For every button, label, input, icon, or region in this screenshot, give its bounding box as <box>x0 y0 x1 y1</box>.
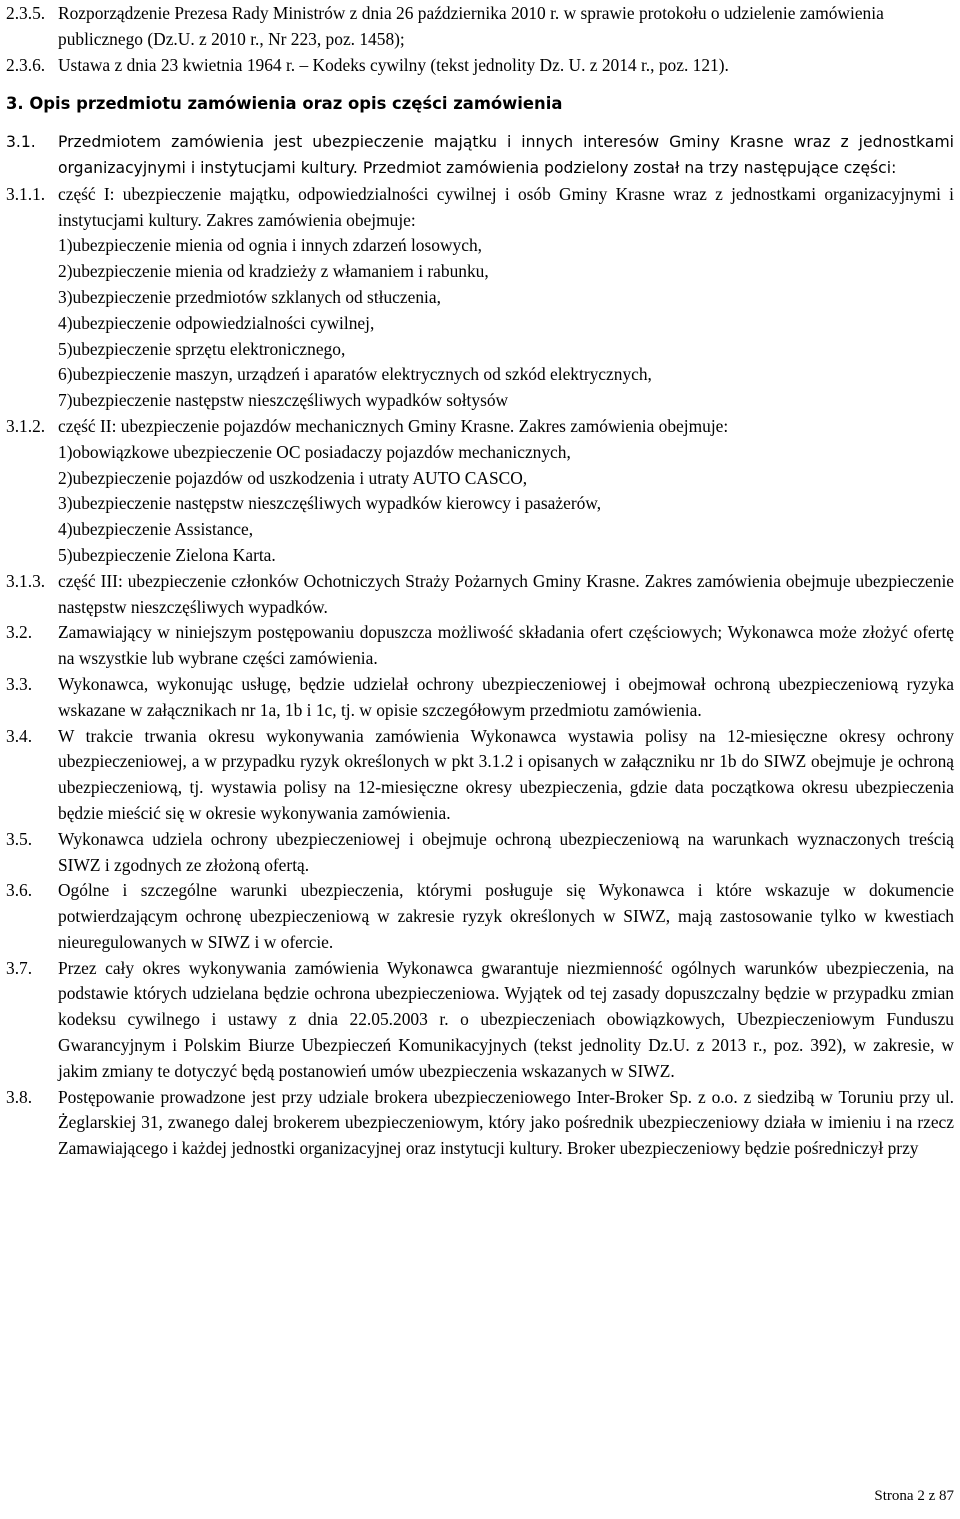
item-text: Rozporządzenie Prezesa Rady Ministrów z dnia 26 października 2010 r. w sprawie protokołu o udzielenie zamówienia publicznego (Dz.U. z 2010 r., Nr 223, poz. 1458); <box>58 3 884 49</box>
item-text: część II: ubezpieczenie pojazdów mechanicznych Gminy Krasne. Zakres zamówienia obejmuje: <box>58 415 729 436</box>
list-item-number: 1) <box>58 235 73 256</box>
list-item <box>58 311 954 337</box>
item-text: Przedmiotem zamówienia jest ubezpieczenie majątku i innych interesów Gminy Krasne wraz z jednostkami organizacyjnymi i instytucjami kultury. Przedmiot zamówienia podzielony został na trzy następujące części: <box>58 133 954 177</box>
item-2-3-6 <box>6 53 954 79</box>
item-3-1-3 <box>6 569 954 621</box>
list-item-number: 4) <box>58 312 73 333</box>
section-heading: 3. Opis przedmiotu zamówienia oraz opis części zamówienia <box>6 94 563 114</box>
item-3-4 <box>6 724 954 827</box>
item-text: Wykonawca, wykonując usługę, będzie udzielał ochrony ubezpieczeniowej i obejmował ochroną ubezpieczeniową ryzyka wskazane w załącznikach nr 1a, 1b i 1c, tj. w opisie szczegółowym przedmiotu zamówienia. <box>58 673 954 720</box>
item-2-3-5 <box>6 1 954 53</box>
list-item <box>58 543 954 569</box>
list-item <box>58 259 954 285</box>
list-item <box>58 285 954 311</box>
item-number: 3.4. <box>6 725 33 746</box>
item-text: W trakcie trwania okresu wykonywania zamówienia Wykonawca wystawia polisy na 12-miesięczne okresy ochrony ubezpieczeniowej, a w przypadku ryzyk określonych w pkt 3.1.2 i opisanych w załączniku nr 1b do SIWZ obejmuje je ochroną ubezpieczeniową, tj. wystawia polisy na 12-miesięczne okresy ubezpieczenia, gdzie data początkowa okresu ubezpieczenia będzie mieścić się w okresie wykonywania zamówienia. <box>58 725 954 823</box>
list-item <box>58 362 954 388</box>
item-number: 2.3.5. <box>6 3 46 23</box>
item-number: 3.7. <box>6 957 33 978</box>
item-3-6 <box>6 878 954 955</box>
list-item-text: ubezpieczenie następstw nieszczęśliwych wypadków kierowcy i pasażerów, <box>72 493 602 514</box>
item-text: część III: ubezpieczenie członków Ochotniczych Straży Pożarnych Gminy Krasne. Zakres zamówienia obejmuje ubezpieczenie następstw nieszczęśliwych wypadków. <box>58 570 954 617</box>
list-3-1-1 <box>6 233 954 414</box>
list-item-text: ubezpieczenie następstw nieszczęśliwych wypadków sołtysów <box>72 390 509 411</box>
list-item-number: 6) <box>58 364 73 385</box>
item-text: Ogólne i szczególne warunki ubezpieczenia, którymi posługuje się Wykonawca i które wskazuje w dokumencie potwierdzającym ochronę ubezpieczeniową w zakresie ryzyk określonych w SIWZ, mają zastosowanie tylko w kwestiach nieuregulowanych w SIWZ i w ofercie. <box>58 880 954 952</box>
item-number: 3.2. <box>6 622 33 643</box>
item-3-3 <box>6 672 954 724</box>
item-3-2 <box>6 620 954 672</box>
list-item-text: ubezpieczenie Assistance, <box>72 519 254 540</box>
list-item-number: 4) <box>58 519 73 540</box>
item-3-8 <box>6 1085 954 1162</box>
list-item-number: 2) <box>58 261 73 282</box>
list-item <box>58 517 954 543</box>
item-3-5 <box>6 827 954 879</box>
list-item-number: 3) <box>58 286 73 307</box>
item-text: Przez cały okres wykonywania zamówienia Wykonawca gwarantuje niezmienność ogólnych warunków ubezpieczenia, na podstawie których udzielana będzie ochrona ubezpieczeniowa. Wyjątek od tej zasady dopuszczalny będzie w przypadku zmian kodeksu cywilnego i ustawy z dnia 22.05.2003 r. o ubezpieczeniach obowiązkowych, Ubezpieczeniowym Funduszu Gwarancyjnym i Polskim Biurze Ubezpieczeń Komunikacyjnych (tekst jednolity Dz.U. z 2013 r., poz. 392), w zakresie, w jakim zmiany te dotyczyć będą postanowień umów ubezpieczenia wskazanych w SIWZ. <box>58 957 954 1081</box>
list-item <box>58 388 954 414</box>
item-number: 3.1.2. <box>6 415 46 436</box>
list-item-text: ubezpieczenie pojazdów od uszkodzenia i utraty AUTO CASCO, <box>72 467 528 488</box>
list-item-number: 5) <box>58 544 73 565</box>
item-text: część I: ubezpieczenie majątku, odpowiedzialności cywilnej i osób Gminy Krasne wraz z jednostkami organizacyjnymi i instytucjami kultury. Zakres zamówienia obejmuje: <box>58 183 954 230</box>
item-3-1-2 <box>6 414 954 440</box>
item-number: 3.3. <box>6 673 33 694</box>
list-item <box>58 233 954 259</box>
list-item-number: 3) <box>58 493 73 514</box>
item-number: 3.1.1. <box>6 183 46 204</box>
item-3-7 <box>6 956 954 1085</box>
list-item-number: 5) <box>58 338 73 359</box>
list-item-text: ubezpieczenie Zielona Karta. <box>72 544 276 565</box>
item-number: 3.5. <box>6 828 33 849</box>
item-text: Zamawiający w niniejszym postępowaniu dopuszcza możliwość składania ofert częściowych; Wykonawca może złożyć ofertę na wszystkie lub wybrane części zamówienia. <box>58 622 954 669</box>
item-text: Ustawa z dnia 23 kwietnia 1964 r. – Kodeks cywilny (tekst jednolity Dz. U. z 2014 r., poz. 121). <box>58 54 729 75</box>
item-3-1-1 <box>6 182 954 234</box>
item-3-1 <box>6 130 954 182</box>
list-3-1-2 <box>6 440 954 569</box>
item-text: Postępowanie prowadzone jest przy udziale brokera ubezpieczeniowego Inter-Broker Sp. z o.o. z siedzibą w Toruniu przy ul. Żeglarskiej 31, zwanego dalej brokerem ubezpieczeniowym, który jako pośrednik ubezpieczeniowy działa w imieniu i na rzecz Zamawiającego i każdej jednostki organizacyjnej oraz instytucji kultury. Broker ubezpieczeniowy będzie pośredniczył przy <box>58 1086 954 1159</box>
list-item-text: ubezpieczenie mienia od ognia i innych zdarzeń losowych, <box>72 235 482 256</box>
item-number: 2.3.6. <box>6 54 46 75</box>
list-item-number: 1) <box>58 441 73 462</box>
list-item <box>58 466 954 492</box>
item-number: 3.8. <box>6 1086 33 1107</box>
item-number: 3.1.3. <box>6 570 46 591</box>
list-item-text: ubezpieczenie przedmiotów szklanych od stłuczenia, <box>72 286 441 307</box>
list-item-text: obowiązkowe ubezpieczenie OC posiadaczy pojazdów mechanicznych, <box>72 441 571 462</box>
list-item-text: ubezpieczenie mienia od kradzieży z włamaniem i rabunku, <box>72 261 489 282</box>
list-item-text: ubezpieczenie sprzętu elektronicznego, <box>72 338 346 359</box>
list-item-number: 7) <box>58 390 73 411</box>
item-text: Wykonawca udziela ochrony ubezpieczeniowej i obejmuje ochroną ubezpieczeniową na warunkach wyznaczonych treścią SIWZ i zgodnych ze złożoną ofertą. <box>58 828 954 875</box>
page-number: Strona 2 z 87 <box>874 1488 954 1504</box>
list-item-text: ubezpieczenie odpowiedzialności cywilnej, <box>72 312 375 333</box>
list-item <box>58 337 954 363</box>
list-item <box>58 440 954 466</box>
item-number: 3.1. <box>6 133 36 152</box>
list-item-text: ubezpieczenie maszyn, urządzeń i aparatów elektrycznych od szkód elektrycznych, <box>72 364 652 385</box>
item-number: 3.6. <box>6 880 33 901</box>
list-item-number: 2) <box>58 467 73 488</box>
list-item <box>58 491 954 517</box>
